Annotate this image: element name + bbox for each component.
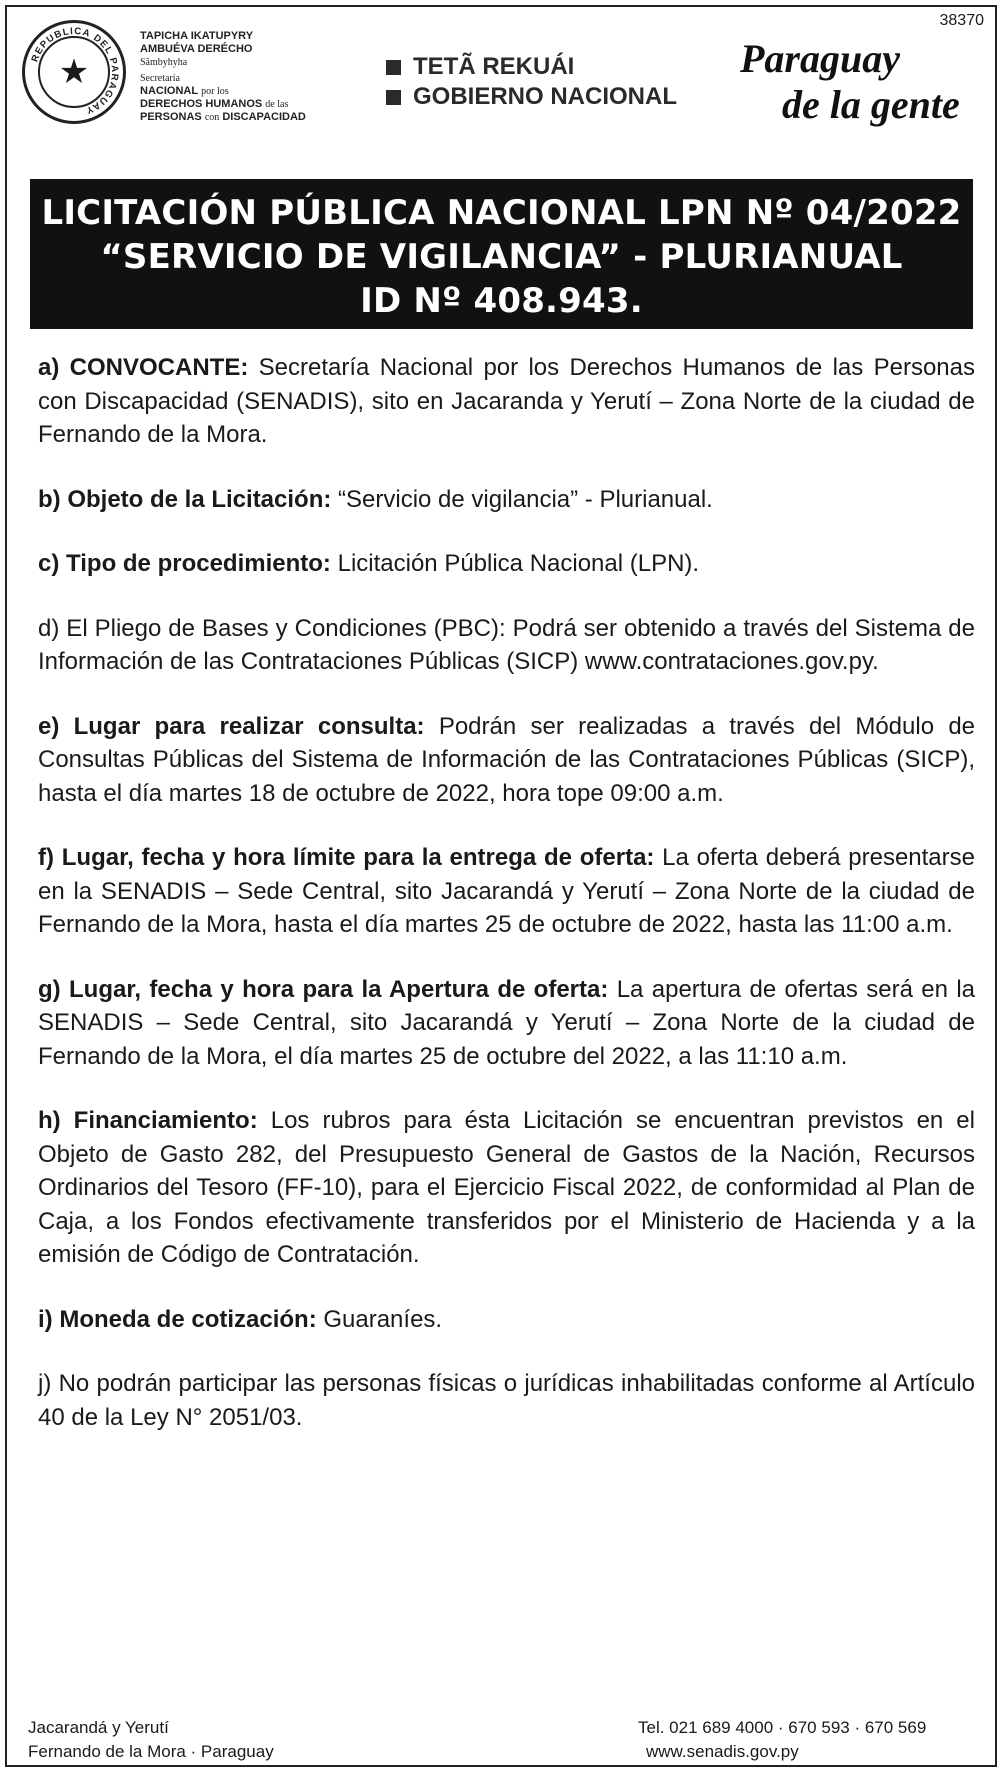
gov-line-2: GOBIERNO NACIONAL <box>413 83 677 110</box>
ministry-line-5b: por los <box>201 86 229 97</box>
slogan-line-2: de la gente <box>782 82 960 127</box>
ministry-line-6b: de las <box>265 99 289 110</box>
section-e <box>38 710 975 811</box>
reference-number: 38370 <box>939 12 984 29</box>
section-h <box>38 1104 975 1272</box>
website-url: www.senadis.gov.py <box>646 1742 799 1761</box>
ministry-line-7a: PERSONAS <box>140 111 202 123</box>
slogan-line-1: Paraguay <box>740 36 900 81</box>
ministry-line-1: TAPICHA IKATUPYRY <box>140 30 254 42</box>
section-g-label: g) Lugar, fecha y hora para la Apertura de oferta: <box>38 975 609 1003</box>
government-brand <box>386 52 677 112</box>
section-i <box>38 1303 975 1337</box>
section-h-text: Los rubros para ésta Licitación se encuentran previstos en el Objeto de Gasto 282, del Presupuesto General de Gastos de la Nación, Recursos Ordinarios del Tesoro (FF-10), para el Ejercicio Fiscal 2022, de conformidad al Plan de Caja, a los Fondos efectivamente transferidos por el Ministerio de Hacienda y a la emisión de Código de Contratación. <box>38 1107 975 1268</box>
ministry-line-4: Secretaría <box>140 73 180 84</box>
ministry-line-5a: NACIONAL <box>140 85 199 97</box>
title-line-2: “SERVICIO DE VIGILANCIA” - PLURIANUAL <box>100 237 903 277</box>
section-d: d) El Pliego de Bases y Condiciones (PBC): Podrá ser obtenido a través del Sistema de Información de las Contrataciones Públicas (SICP) www.contrataciones.gov.py. <box>38 614 975 675</box>
section-h-label: h) Financiamiento: <box>38 1107 258 1134</box>
section-i-text: Guaraníes. <box>316 1305 443 1333</box>
section-c-text: Licitación Pública Nacional (LPN). <box>330 550 700 577</box>
section-g-text: La apertura de ofertas será en la SENADIS – Sede Central, sito Jacarandá y Yerutí – Zona Norte de la ciudad de Fernando de la Mora, el día martes 25 de octubre del 2022, a las 11:10 a.m. <box>38 975 976 1070</box>
square-bullet-icon <box>386 90 401 105</box>
section-i-label: i) Moneda de cotización: <box>38 1305 317 1333</box>
section-g <box>38 973 975 1074</box>
section-c-label: c) Tipo de procedimiento: <box>38 550 331 577</box>
section-e-text: Podrán ser realizadas a través del Módulo de Consultas Públicas del Sistema de Información de las Contrataciones Públicas (SICP), hasta el día martes 18 de octubre de 2022, hora tope 09:00 a.m. <box>38 712 976 807</box>
ministry-line-7b: con <box>204 112 220 123</box>
section-f-label: f) Lugar, fecha y hora límite para la entrega de oferta: <box>38 844 655 871</box>
section-b-text: “Servicio de vigilancia” - Plurianual. <box>331 485 713 513</box>
gov-line-1: TETÃ REKUÁI <box>413 53 575 80</box>
section-a-label: a) CONVOCANTE: <box>38 354 249 381</box>
ministry-line-3: Sãmbyhyha <box>140 57 188 68</box>
slogan-logo <box>740 36 970 128</box>
national-seal-logo <box>22 20 126 124</box>
ministry-line-6a: DERECHOS HUMANOS <box>140 98 263 110</box>
phone-numbers: Tel. 021 689 4000 · 670 593 · 670 569 <box>638 1718 927 1737</box>
notice-body <box>38 351 975 1465</box>
section-j: j) No podrán participar las personas físicas o jurídicas inhabilitadas conforme al Artículo 40 de la Ley N° 2051/03. <box>38 1370 975 1431</box>
section-a-text: Secretaría Nacional por los Derechos Humanos de las Personas con Discapacidad (SENADIS), sito en Jacaranda y Yerutí – Zona Norte de la ciudad de Fernando de la Mora. <box>38 354 975 448</box>
title-banner <box>30 179 973 329</box>
title-line-3: ID Nº 408.943. <box>360 281 643 321</box>
section-f-text: La oferta deberá presentarse en la SENADIS – Sede Central, sito Jacarandá y Yerutí – Zona Norte de la ciudad de Fernando de la Mora, hasta el día martes 25 de octubre de 2022, hasta las 11:00 a.m. <box>38 844 975 938</box>
square-bullet-icon <box>386 60 401 75</box>
seal-inner-circle <box>38 36 110 108</box>
section-b-label: b) Objeto de la Licitación: <box>38 485 332 513</box>
section-e-label: e) Lugar para realizar consulta: <box>38 712 425 740</box>
ministry-line-2: AMBUÉVA DERÉCHO <box>140 43 253 55</box>
footer-address <box>28 1716 274 1764</box>
star-icon: ★ <box>58 53 90 91</box>
seal-text: REPUBLICA DEL PARAGUAY <box>29 25 121 117</box>
address-line-2: Fernando de la Mora · Paraguay <box>28 1742 274 1761</box>
address-line-1: Jacarandá y Yerutí <box>28 1718 169 1737</box>
section-f <box>38 841 975 942</box>
section-a <box>38 351 975 452</box>
ministry-logo-text <box>140 30 360 124</box>
ministry-line-7c: DISCAPACIDAD <box>222 111 306 123</box>
title-line-1: LICITACIÓN PÚBLICA NACIONAL LPN Nº 04/2022 <box>41 193 962 233</box>
section-c <box>38 547 975 581</box>
footer-contact <box>638 1716 926 1764</box>
section-b <box>38 483 975 517</box>
